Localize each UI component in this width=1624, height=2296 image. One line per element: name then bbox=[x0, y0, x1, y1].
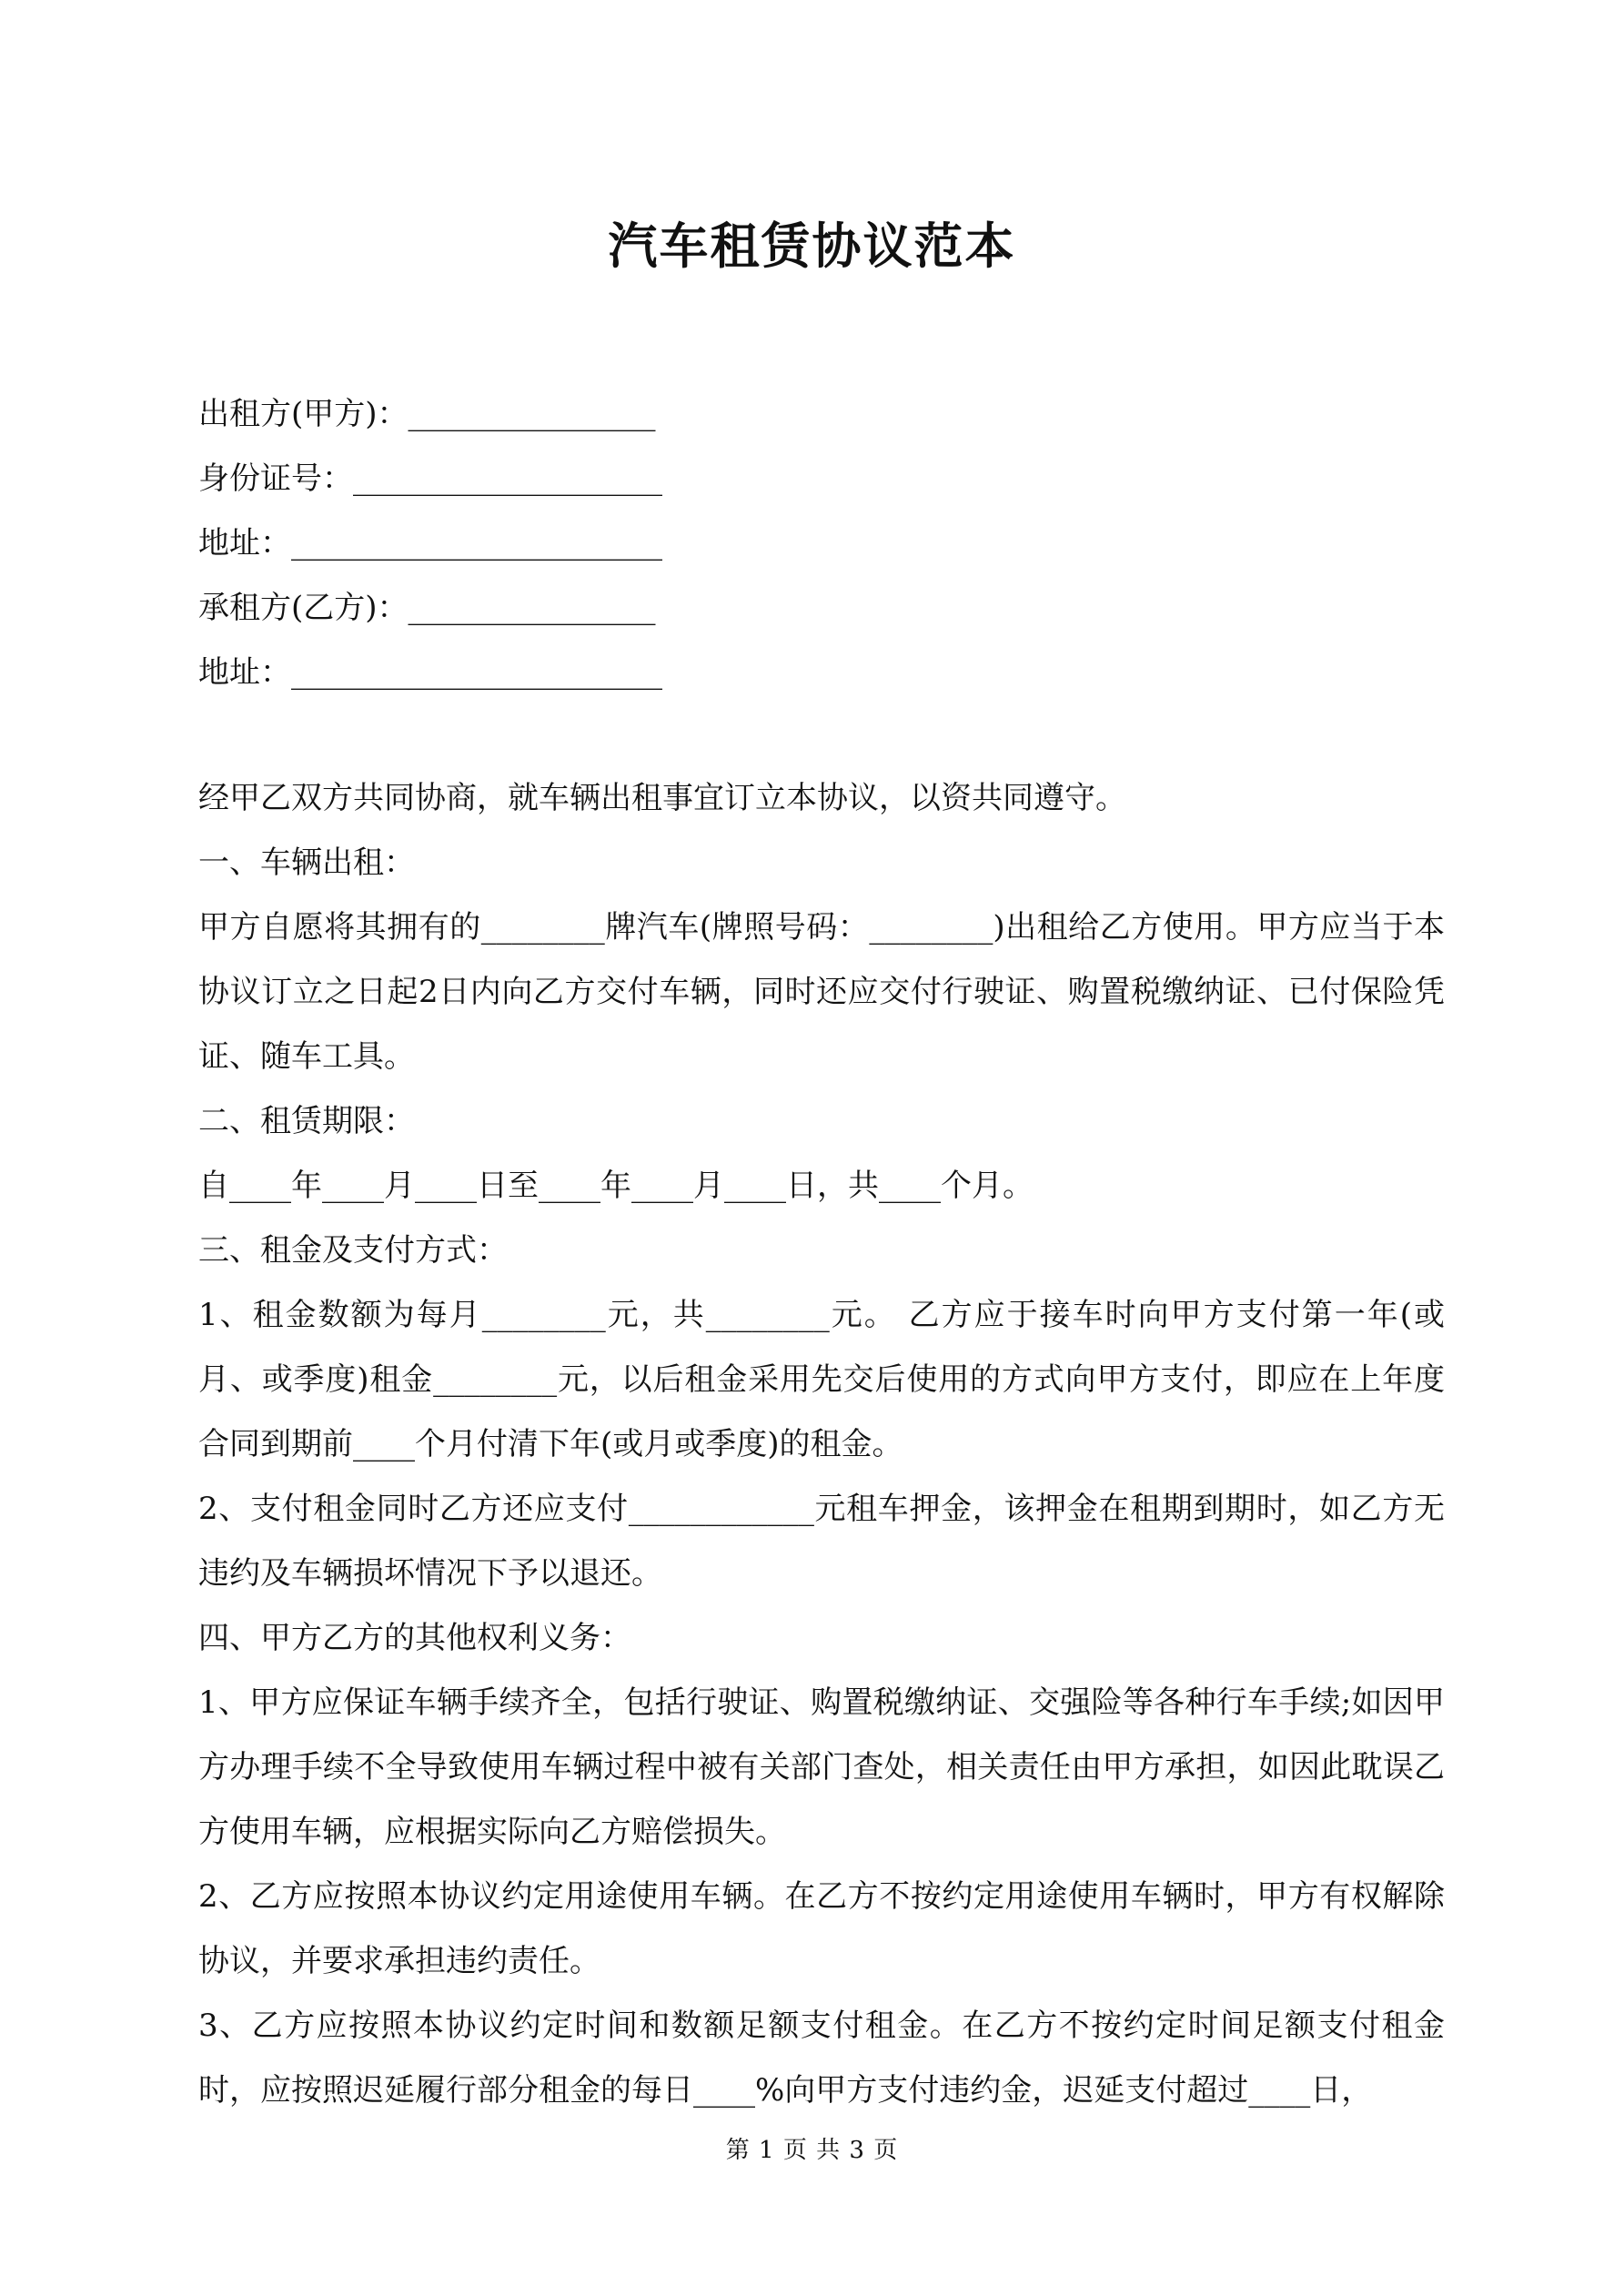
section-heading: 一、车辆出租： bbox=[198, 845, 415, 881]
agreement-body bbox=[198, 766, 1445, 2123]
section-heading: 二、租赁期限： bbox=[198, 1103, 415, 1139]
body-paragraph: 3、乙方应按照本协议约定时间和数额足额支付租金。在乙方不按约定时间足额支付租金时，应按照迟延履行部分租金的每日____%向甲方支付违约金，迟延支付超过____日， bbox=[198, 2008, 1445, 2109]
body-paragraph: 1、租金数额为每月________元，共________元。 乙方应于接车时向甲方支付第一年(或月、或季度)租金________元，以后租金采用先交后使用的方式向甲方支付，即应在上年度合同到期前____个月付清下年(或月或季度)的租金。 bbox=[198, 1297, 1445, 1462]
lessor-address-field: 地址：________________________ bbox=[198, 525, 662, 561]
id-number-field: 身份证号：____________________ bbox=[198, 460, 662, 497]
body-paragraph: 2、支付租金同时乙方还应支付____________元租车押金，该押金在租期到期时，如乙方无违约及车辆损坏情况下予以退还。 bbox=[198, 1491, 1445, 1592]
intro-paragraph: 经甲乙双方共同协商，就车辆出租事宜订立本协议，以资共同遵守。 bbox=[198, 780, 1126, 816]
lessee-field: 承租方(乙方)：________________ bbox=[198, 590, 656, 626]
body-paragraph: 自____年____月____日至____年____月____日，共____个月。 bbox=[198, 1168, 1034, 1204]
lessor-field: 出租方(甲方)：________________ bbox=[198, 396, 656, 432]
body-paragraph: 1、甲方应保证车辆手续齐全，包括行驶证、购置税缴纳证、交强险等各种行车手续;如因甲方办理手续不全导致使用车辆过程中被有关部门查处，相关责任由甲方承担，如因此耽误乙方使用车辆，应根据实际向乙方赔偿损失。 bbox=[198, 1684, 1445, 1850]
lessee-address-field: 地址：________________________ bbox=[198, 654, 662, 691]
section-heading: 三、租金及支付方式： bbox=[198, 1232, 508, 1269]
section-heading: 四、甲方乙方的其他权利义务： bbox=[198, 1620, 631, 1656]
document-title: 汽车租赁协议范本 bbox=[608, 217, 1016, 275]
page-footer: 第 1 页 共 3 页 bbox=[725, 2137, 899, 2164]
body-paragraph: 2、乙方应按照本协议约定用途使用车辆。在乙方不按约定用途使用车辆时，甲方有权解除协议，并要求承担违约责任。 bbox=[198, 1878, 1445, 1979]
party-info-block bbox=[198, 382, 1472, 705]
body-paragraph: 甲方自愿将其拥有的________牌汽车(牌照号码：________)出租给乙方使用。甲方应当于本协议订立之日起2日内向乙方交付车辆，同时还应交付行驶证、购置税缴纳证、已付保险凭证、随车工具。 bbox=[198, 909, 1445, 1075]
